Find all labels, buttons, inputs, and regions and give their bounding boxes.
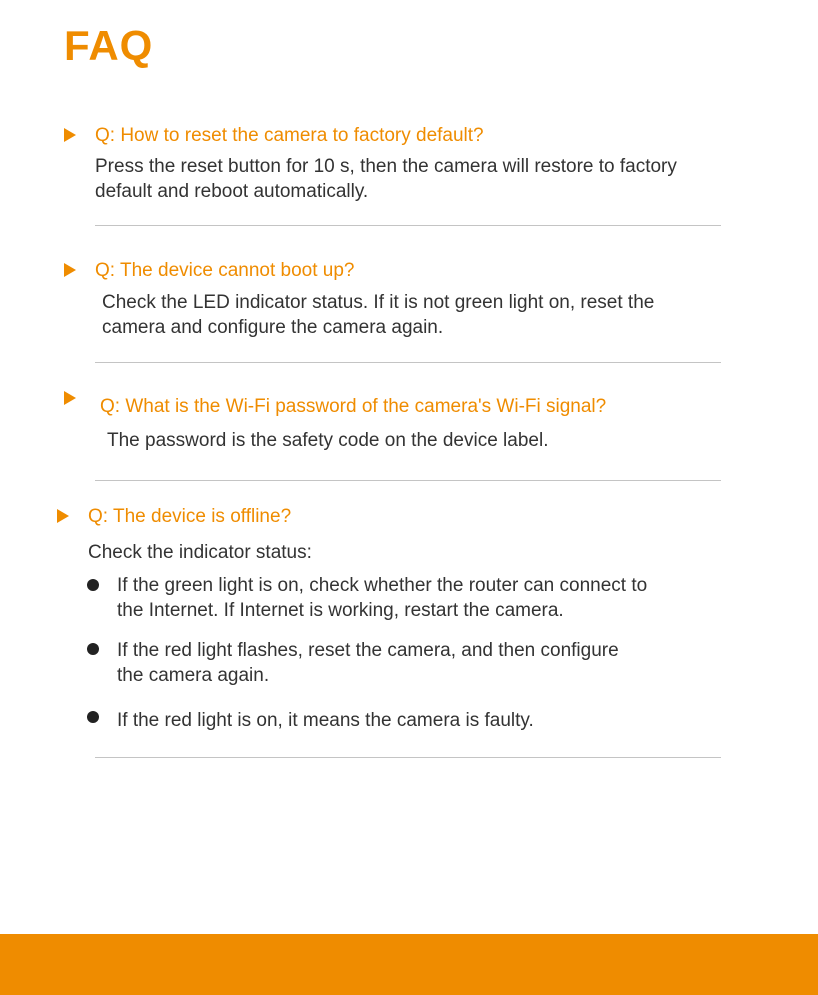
bullet-line: If the red light is on, it means the camera is faulty.	[117, 710, 534, 731]
answer-line: Check the LED indicator status. If it is not green light on, reset the	[102, 292, 655, 313]
bullet-line: If the green light is on, check whether the router can connect to	[117, 575, 648, 596]
footer-bar	[0, 934, 818, 995]
bullet-dot-icon	[87, 711, 99, 723]
faq-question: Q: How to reset the camera to factory default?	[95, 125, 484, 146]
faq-answer	[102, 290, 654, 340]
faq-question: Q: The device cannot boot up?	[95, 260, 355, 281]
bullet-line: If the red light flashes, reset the camera, and then configure	[117, 640, 619, 661]
faq-question: Q: What is the Wi-Fi password of the camera's Wi-Fi signal?	[100, 396, 607, 417]
triangle-right-icon	[64, 263, 76, 277]
bullet-text	[117, 573, 647, 623]
answer-line: The password is the safety code on the device label.	[107, 430, 549, 451]
triangle-right-icon	[57, 509, 69, 523]
faq-intro: Check the indicator status:	[88, 542, 312, 563]
answer-line: camera and configure the camera again.	[102, 317, 444, 338]
bullet-dot-icon	[87, 643, 99, 655]
bullet-dot-icon	[87, 579, 99, 591]
triangle-right-icon	[64, 128, 76, 142]
divider	[95, 480, 721, 481]
faq-answer	[107, 428, 548, 453]
divider	[95, 225, 721, 226]
faq-answer	[95, 154, 677, 204]
answer-line: default and reboot automatically.	[95, 181, 369, 202]
divider	[95, 362, 721, 363]
page-title: FAQ	[64, 22, 154, 69]
faq-question: Q: The device is offline?	[88, 506, 292, 527]
answer-line: Press the reset button for 10 s, then the camera will restore to factory	[95, 156, 677, 177]
triangle-right-icon	[64, 391, 76, 405]
bullet-text	[117, 638, 619, 688]
bullet-line: the camera again.	[117, 665, 270, 686]
bullet-line: the Internet. If Internet is working, restart the camera.	[117, 600, 564, 621]
divider	[95, 757, 721, 758]
bullet-text	[117, 708, 534, 733]
